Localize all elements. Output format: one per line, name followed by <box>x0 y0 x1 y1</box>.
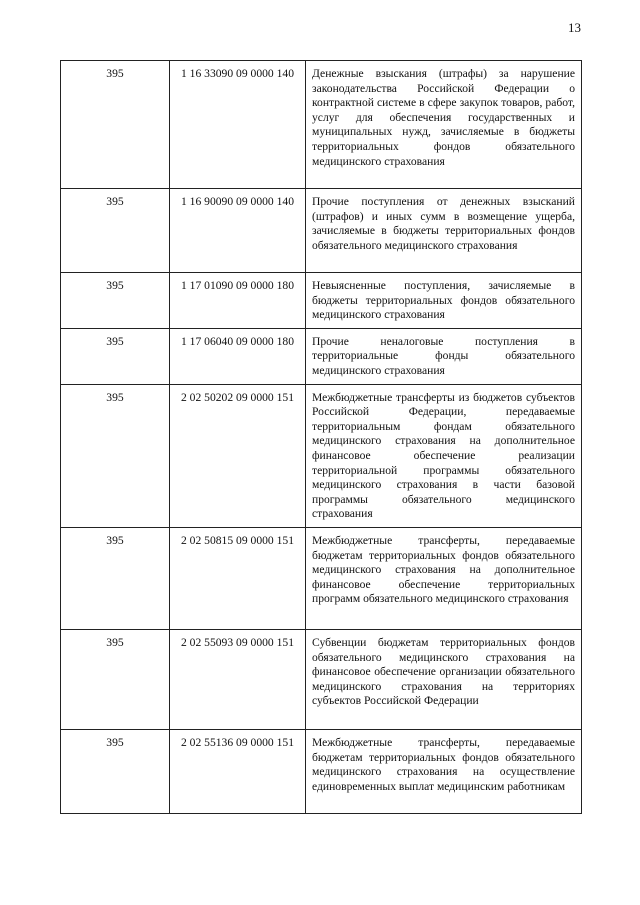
admin-code-cell: 395 <box>61 189 170 273</box>
admin-code-cell: 395 <box>61 384 170 527</box>
budget-code-cell: 2 02 50202 09 0000 151 <box>170 384 306 527</box>
revenue-name-cell: Прочие неналоговые поступления в территориальные фонды обязательного медицинского страхования <box>306 328 582 384</box>
admin-code-cell: 395 <box>61 527 170 629</box>
table-row <box>61 273 582 329</box>
budget-code-cell: 1 17 01090 09 0000 180 <box>170 273 306 329</box>
revenue-name-cell: Субвенции бюджетам территориальных фондов обязательного медицинского страхования на финансовое обеспечение организации обязательного медицинского страхования на территориях субъектов Российской Федерации <box>306 629 582 729</box>
budget-code-cell: 1 17 06040 09 0000 180 <box>170 328 306 384</box>
table-row <box>61 61 582 189</box>
revenue-name-cell: Межбюджетные трансферты, передаваемые бюджетам территориальных фондов обязательного медицинского страхования на дополнительное финансовое обеспечение территориальных программ обязательного медицинского страхования <box>306 527 582 629</box>
budget-code-cell: 1 16 90090 09 0000 140 <box>170 189 306 273</box>
admin-code-cell: 395 <box>61 629 170 729</box>
revenue-name-cell: Межбюджетные трансферты, передаваемые бюджетам территориальных фондов обязательного медицинского страхования на осуществление единовременных выплат медицинским работникам <box>306 729 582 813</box>
revenue-name-cell: Денежные взыскания (штрафы) за нарушение законодательства Российской Федерации о контрактной системе в сфере закупок товаров, работ, услуг для обеспечения государственных и муниципальных нужд, зачисляемые в бюджеты территориальных фондов обязательного медицинского страхования <box>306 61 582 189</box>
revenue-name-cell: Невыясненные поступления, зачисляемые в бюджеты территориальных фондов обязательного медицинского страхования <box>306 273 582 329</box>
table-row <box>61 189 582 273</box>
table-row <box>61 527 582 629</box>
admin-code-cell: 395 <box>61 273 170 329</box>
budget-code-cell: 1 16 33090 09 0000 140 <box>170 61 306 189</box>
table-row <box>61 328 582 384</box>
table-row <box>61 729 582 813</box>
budget-code-cell: 2 02 55136 09 0000 151 <box>170 729 306 813</box>
budget-code-cell: 2 02 55093 09 0000 151 <box>170 629 306 729</box>
admin-code-cell: 395 <box>61 729 170 813</box>
table-row <box>61 629 582 729</box>
revenue-codes-table <box>60 60 582 814</box>
budget-code-cell: 2 02 50815 09 0000 151 <box>170 527 306 629</box>
admin-code-cell: 395 <box>61 61 170 189</box>
revenue-name-cell: Прочие поступления от денежных взысканий (штрафов) и иных сумм в возмещение ущерба, зачисляемые в бюджеты территориальных фондов обязательного медицинского страхования <box>306 189 582 273</box>
admin-code-cell: 395 <box>61 328 170 384</box>
table-row <box>61 384 582 527</box>
page-number: 13 <box>568 20 581 35</box>
revenue-name-cell: Межбюджетные трансферты из бюджетов субъектов Российской Федерации, передаваемые территориальным фондам обязательного медицинского страхования на дополнительное финансовое обеспечение реализации территориальной программы обязательного медицинского страхования в части базовой программы обязательного медицинского страхования <box>306 384 582 527</box>
